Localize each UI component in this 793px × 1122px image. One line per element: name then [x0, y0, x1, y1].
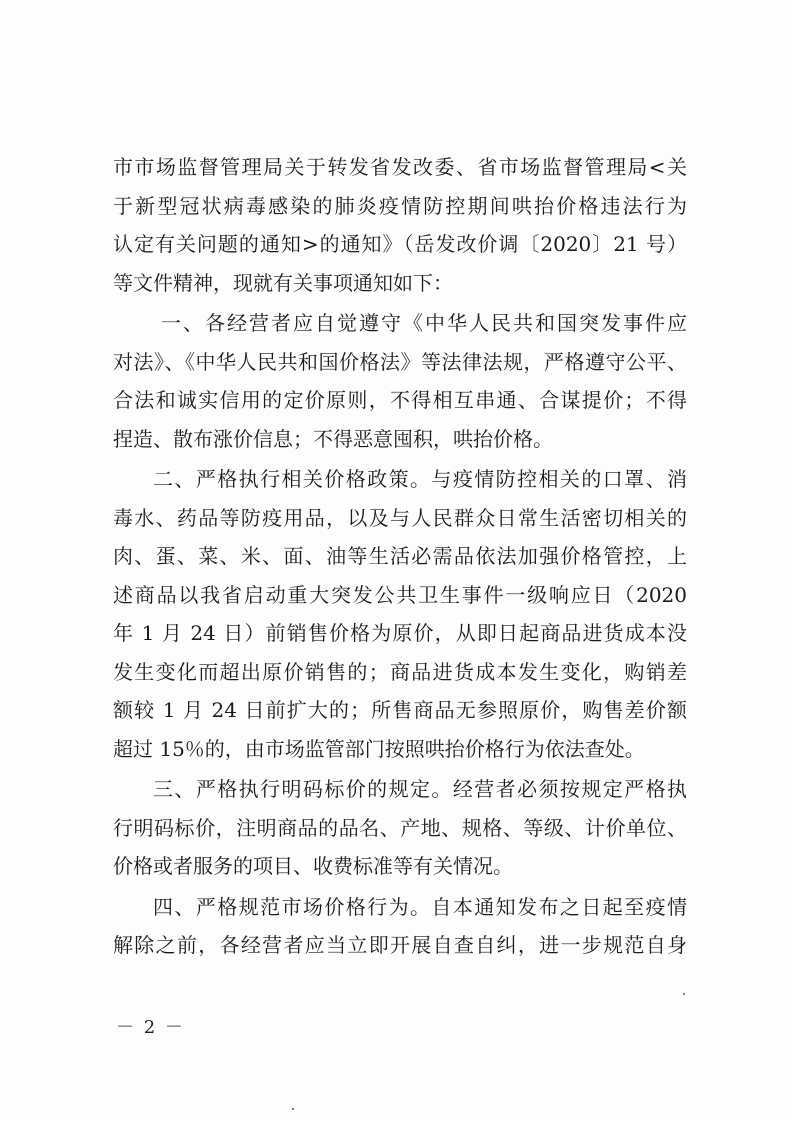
paragraph	[113, 888, 687, 965]
scan-speck	[292, 1108, 294, 1110]
page-number: － 2 －	[116, 1017, 185, 1038]
text-line: 毒水、药品等防疫用品，以及与人民群众日常生活密切相关的	[113, 505, 687, 530]
text-line: 市市场监督管理局关于转发省发改委、省市场监督管理局<关	[113, 155, 687, 179]
text-line: 三、严格执行明码标价的规定。经营者必须按规定严格执	[153, 777, 687, 801]
paragraph	[113, 770, 687, 886]
text-line: 解除之前，各经营者应当立即开展自查自纠，进一步规范自身	[113, 933, 687, 957]
paragraph	[113, 460, 687, 768]
text-line: 于新型冠状病毒感染的肺炎疫情防控期间哄抬价格违法行为	[113, 193, 687, 218]
text-line: 四、严格规范市场价格行为。自本通知发布之日起至疫情	[153, 894, 687, 919]
text-line: 行明码标价，注明商品的品名、产地、规格、等级、计价单位、	[113, 815, 687, 840]
text-line: 肉、蛋、菜、米、面、油等生活必需品依法加强价格管控，上	[113, 544, 687, 568]
text-line: 认定有关问题的通知>的通知》（岳发改价调〔2020〕21 号）	[113, 232, 687, 256]
text-line: 超过 15％的，由市场监管部门按照哄抬价格行为依法查处。	[113, 736, 645, 761]
text-line: 对法》、《中华人民共和国价格法》等法律法规，严格遵守公平、	[113, 349, 687, 374]
text-line: 等文件精神，现就有关事项通知如下：	[113, 270, 453, 295]
text-line: 二、严格执行相关价格政策。与疫情防控相关的口罩、消	[153, 467, 687, 491]
text-line: 述商品以我省启动重大突发公共卫生事件一级响应日（2020	[113, 582, 687, 607]
paragraph	[113, 148, 687, 302]
scan-speck	[683, 993, 685, 995]
text-line: 合法和诚实信用的定价原则，不得相互串通、合谋提价；不得	[113, 388, 687, 412]
text-line: 额较 1 月 24 日前扩大的；所售商品无参照原价，购售差价额	[113, 698, 687, 722]
document-body	[113, 148, 687, 965]
text-line: 发生变化而超出原价销售的；商品进货成本发生变化，购销差	[113, 659, 687, 684]
paragraph	[113, 304, 687, 458]
text-line: 年 1 月 24 日）前销售价格为原价，从即日起商品进货成本没	[113, 621, 687, 645]
text-line: 一、各经营者应自觉遵守《中华人民共和国突发事件应	[161, 311, 687, 335]
text-line: 价格或者服务的项目、收费标准等有关情况。	[113, 854, 513, 878]
text-line: 捏造、散布涨价信息；不得恶意囤积，哄抬价格。	[113, 426, 553, 451]
